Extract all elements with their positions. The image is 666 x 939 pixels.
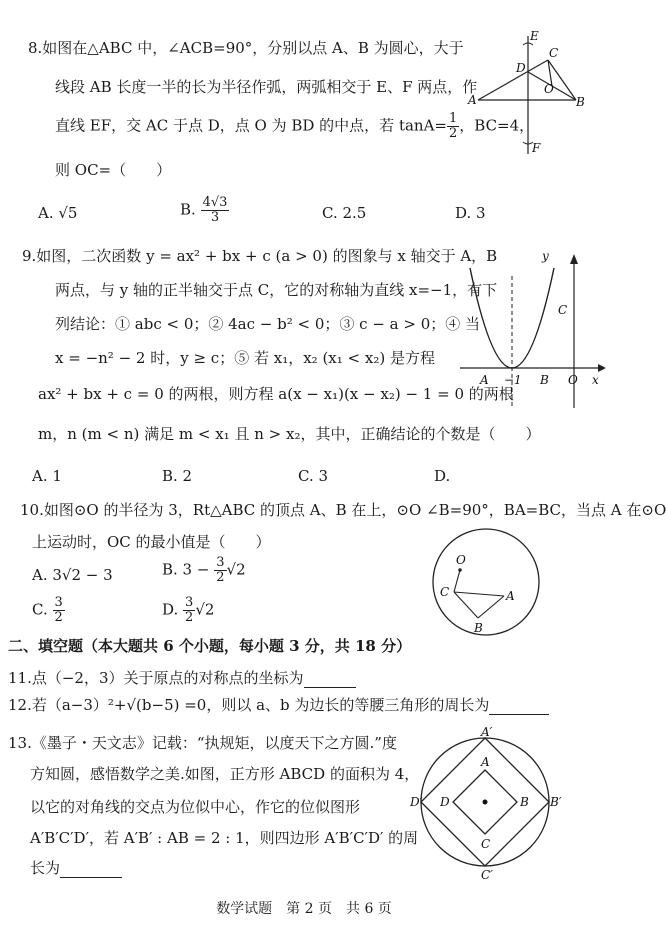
q12-text: 12.若（a−3）²+√(b−5) =0，则以 a、b 为边长的等腰三角形的周长为 xyxy=(8,695,549,715)
q10-line1: 10.如图⊙O 的半径为 3，Rt△ABC 的顶点 A、B 在上，⊙O ∠B=90°，BA=BC，当点 A 在⊙O xyxy=(20,501,666,519)
q8-option-a: A. √5 xyxy=(38,204,78,222)
q10-line2: 上运动时，OC 的最小值是（ ） xyxy=(32,533,271,551)
q13-fig-label-d: D xyxy=(440,795,450,809)
q10-fig-label-c: C xyxy=(440,585,450,599)
q9-line2: 两点，与 y 轴的正半轴交于点 C，它的对称轴为直线 x=−1，有下 xyxy=(55,281,498,299)
q13-fig-label-c: C xyxy=(481,837,491,851)
q9-line6: m，n (m < n) 满足 m < x₁ 且 n > x₂，其中，正确结论的个数是（ ） xyxy=(38,425,541,443)
q13-fig-label-c-prime: C′ xyxy=(481,868,493,882)
q10-figure xyxy=(410,526,570,636)
q8-line4: 则 OC=（ ） xyxy=(55,161,172,179)
q9-fig-label-b: B xyxy=(540,373,549,387)
q12-answer-blank[interactable] xyxy=(489,700,549,715)
q9-fig-label-y: y xyxy=(542,249,549,263)
q8-fig-label-e: E xyxy=(530,29,539,43)
q9-option-c: C. 3 xyxy=(298,467,329,485)
q8-fig-label-f: F xyxy=(532,141,541,155)
q9-line1: 9.如图，二次函数 y = ax² + bx + c (a > 0) 的图象与 x 轴交于 A，B xyxy=(22,247,498,265)
q13-fig-label-b-prime: B′ xyxy=(550,795,562,809)
q8-line3-tail: ，BC=4， xyxy=(459,116,535,135)
q8-fig-label-o: O xyxy=(544,82,554,96)
q9-option-d: D. xyxy=(434,467,451,485)
q8-line2: 线段 AB 长度一半的长为半径作弧，两弧相交于 E、F 两点，作 xyxy=(55,78,478,96)
q10-fig-label-o: O xyxy=(456,553,466,567)
page-footer: 数学试题 第 2 页 共 6 页 xyxy=(216,901,392,917)
q11-answer-blank[interactable] xyxy=(304,673,356,688)
q13-fig-label-b: B xyxy=(520,795,529,809)
q13-line5: 长为 xyxy=(30,858,122,878)
q8-line1: 8.如图在△ABC 中，∠ACB=90°，分别以点 A、B 为圆心，大于 xyxy=(28,39,464,57)
q9-option-b: B. 2 xyxy=(162,467,193,485)
q10-fig-label-a: A xyxy=(506,589,515,603)
q9-fig-label-a: A xyxy=(480,373,489,387)
q9-fig-label-neg1: −1 xyxy=(504,373,522,387)
q8-fig-label-c: C xyxy=(549,46,559,60)
q9-line3: 列结论：① abc < 0；② 4ac − b² < 0；③ c − a > 0；④ 当 xyxy=(55,315,481,333)
q8-line3-text: 直线 EF，交 AC 于点 D，点 O 为 BD 的中点，若 tanA= xyxy=(55,116,447,135)
q8-fig-label-d: D xyxy=(516,61,526,75)
q13-fig-label-a-prime: A′ xyxy=(481,725,493,739)
q13-figure xyxy=(410,725,562,882)
q9-fig-label-x: x xyxy=(592,373,599,387)
q13-answer-blank[interactable] xyxy=(60,863,122,878)
q9-figure xyxy=(456,248,606,408)
q9-line5: ax² + bx + c = 0 的两根，则方程 a(x − x₁)(x − x₂) − 1 = 0 的两根 xyxy=(38,385,514,403)
q11-text: 11.点（−2，3）关于原点的对称点的坐标为 xyxy=(8,668,356,688)
q13-line3: 以它的对角线的交点为位似中心，作它的位似图形 xyxy=(30,798,361,816)
q8-figure xyxy=(466,30,606,160)
q8-tan-fraction: $\frac{1}{2}$ xyxy=(449,111,458,141)
q8-fig-label-a: A xyxy=(468,93,477,107)
q9-line4: x = −n² − 2 时，y ≥ c；⑤ 若 x₁，x₂ (x₁ < x₂) 是方程 xyxy=(55,349,435,367)
q9-fig-label-c: C xyxy=(558,303,568,317)
q10-option-d: D. $\frac{3}{2}$ √2 xyxy=(162,595,215,625)
q13-line2: 方知圆，感悟数学之美.如图，正方形 ABCD 的面积为 4， xyxy=(30,765,420,783)
q13-fig-label-d-prime: D′ xyxy=(410,795,423,809)
q10-option-c: C. $\frac{3}{2}$ xyxy=(32,595,63,625)
q8-fig-label-b: B xyxy=(576,95,585,109)
q10-option-b: B. 3 − $\frac{3}{2}$ √2 xyxy=(162,555,246,585)
section-heading: 二、填空题（本大题共 6 个小题，每小题 3 分，共 18 分） xyxy=(8,637,412,655)
q8-option-d: D. 3 xyxy=(455,204,486,222)
q13-fig-label-a: A xyxy=(481,755,490,769)
q9-option-a: A. 1 xyxy=(32,467,62,485)
q13-line4: A′B′C′D′，若 A′B′ : AB = 2 : 1，则四边形 A′B′C′D′ 的周 xyxy=(30,829,419,847)
q8-line3 xyxy=(55,112,534,141)
q9-fig-label-o: O xyxy=(568,373,578,387)
q10-fig-label-b: B xyxy=(474,621,483,635)
q8-option-b: B. $\frac{4√3}{3}$ xyxy=(180,195,228,225)
q13-line1: 13.《墨子・天文志》记载：“执规矩，以度天下之方圆.”度 xyxy=(8,734,397,752)
q8-option-c: C. 2.5 xyxy=(322,204,367,222)
q10-option-a: A. 3√2 − 3 xyxy=(32,566,113,584)
